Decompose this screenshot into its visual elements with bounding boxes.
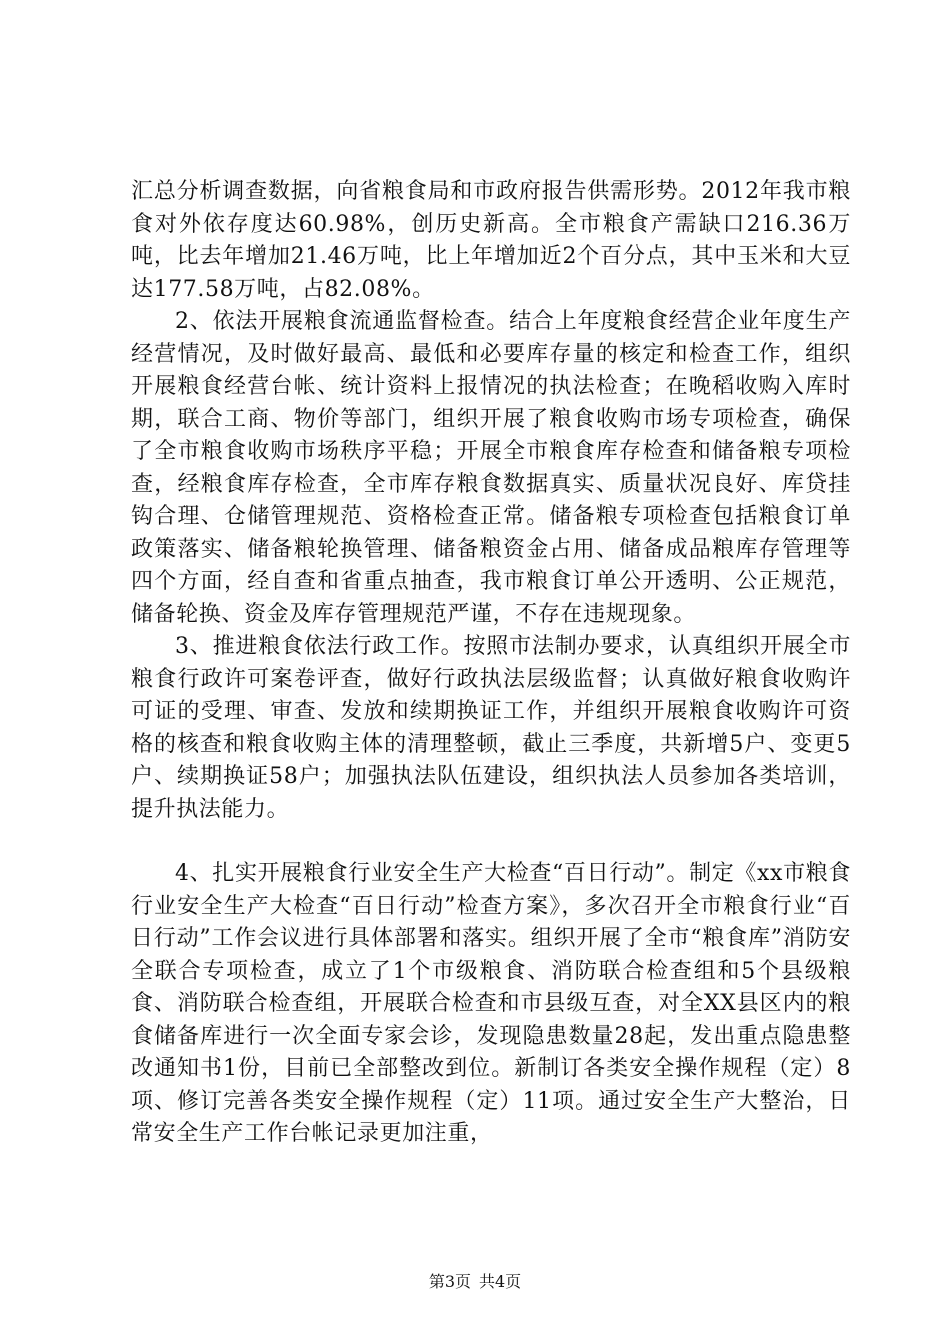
- document-body: [131, 176, 851, 1151]
- paragraph-continued: 汇总分析调查数据，向省粮食局和市政府报告供需形势。2012年我市粮食对外依存度达60.98%，创历史新高。全市粮食产需缺口216.36万吨，比去年增加21.46万吨，比上年增加近2个百分点，其中玉米和大豆达177.58万吨，占82.08%。: [131, 179, 851, 302]
- paragraph-spacer: [131, 826, 851, 858]
- page-total: 共4页: [479, 1272, 522, 1291]
- paragraph-item-2: 2、依法开展粮食流通监督检查。结合上年度粮食经营企业年度生产经营情况，及时做好最高、最低和必要库存量的核定和检查工作，组织开展粮食经营台帐、统计资料上报情况的执法检查；在晚稻收购入库时期，联合工商、物价等部门，组织开展了粮食收购市场专项检查，确保了全市粮食收购市场秩序平稳；开展全市粮食库存检查和储备粮专项检查，经粮食库存检查，全市库存粮食数据真实、质量状况良好、库贷挂钩合理、仓储管理规范、资格检查正常。储备粮专项检查包括粮食订单政策落实、储备粮轮换管理、储备粮资金占用、储备成品粮库存管理等四个方面，经自查和省重点抽查，我市粮食订单公开透明、公正规范，储备轮换、资金及库存管理规范严谨，不存在违规现象。: [131, 309, 851, 627]
- paragraph-item-4: 4、扎实开展粮食行业安全生产大检查“百日行动”。制定《xx市粮食行业安全生产大检查“百日行动”检查方案》，多次召开全市粮食行业“百日行动”工作会议进行具体部署和落实。组织开展了全市“粮食库”消防安全联合专项检查，成立了1个市级粮食、消防联合检查组和5个县级粮食、消防联合检查组，开展联合检查和市县级互查，对全XX县区内的粮食储备库进行一次全面专家会诊，发现隐患数量28起，发出重点隐患整改通知书1份，目前已全部整改到位。新制订各类安全操作规程（定）8项、修订完善各类安全操作规程（定）11项。通过安全生产大整治，日常安全生产工作台帐记录更加注重，: [131, 861, 851, 1146]
- page-footer: [0, 1272, 950, 1292]
- paragraph-item-3: 3、推进粮食依法行政工作。按照市法制办要求，认真组织开展全市粮食行政许可案卷评查，做好行政执法层级监督；认真做好粮食收购许可证的受理、审查、发放和续期换证工作，并组织开展粮食收购许可资格的核查和粮食收购主体的清理整顿，截止三季度，共新增5户、变更5户、续期换证58户；加强执法队伍建设，组织执法人员参加各类培训，提升执法能力。: [131, 634, 851, 822]
- page-number: 第3页: [428, 1272, 471, 1291]
